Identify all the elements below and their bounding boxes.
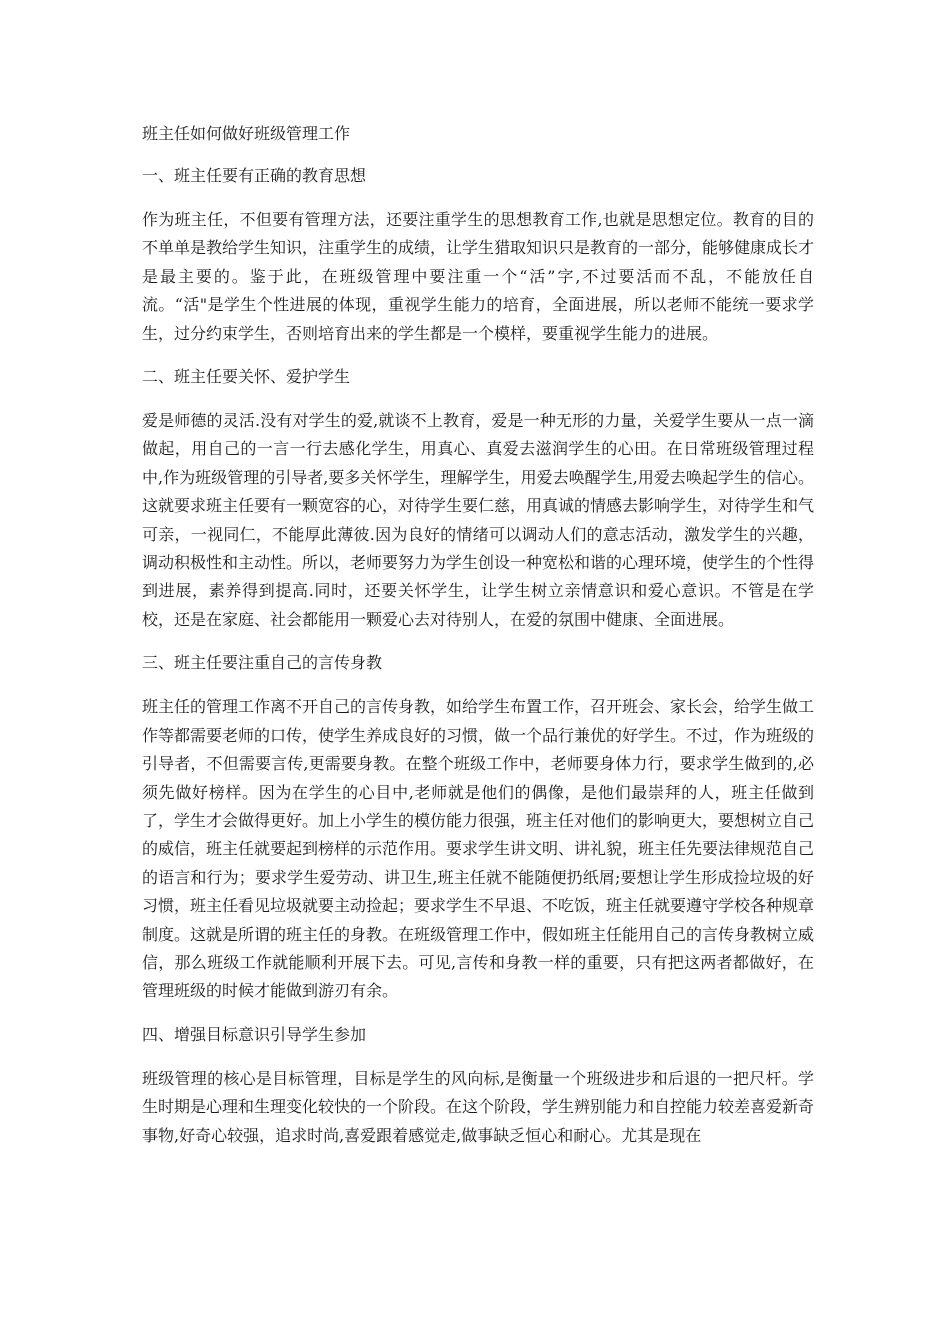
document-body	[142, 120, 814, 1150]
section-heading-2: 二、班主任要关怀、爱护学生	[142, 367, 351, 387]
section-heading-3: 三、班主任要注重自己的言传身教	[142, 653, 383, 673]
section-paragraph-4: 班级管理的核心是目标管理，目标是学生的风向标,是衡量一个班级进步和后退的一把尺杆。学生时期是心理和生理变化较快的一个阶段。在这个阶段，学生辨别能力和自控能力较差喜爱新奇事物,好奇心较强，追求时尚,喜爱跟着感觉走,做事缺乏恒心和耐心。尤其是现在	[142, 1068, 815, 1145]
document-title: 班主任如何做好班级管理工作	[142, 124, 351, 143]
spacer	[142, 148, 814, 162]
spacer	[142, 1049, 814, 1065]
section-paragraph-1: 作为班主任，不但要有管理方法，还要注重学生的思想教育工作,也就是思想定位。教育的目的不单单是教给学生知识，注重学生的成绩，让学生猎取知识只是教育的一部分，能够健康成长才是最主要的。鉴于此，在班级管理中要注重一个“活”字,不过要活而不乱，不能放任自流。“活"是学生个性进展的体现，重视学生能力的培育，全面进展，所以老师不能统一要求学生，过分约束学生，否则培育出来的学生都是一个模样，要重视学生能力的进展。	[142, 210, 815, 343]
section-heading-4: 四、增强目标意识引导学生参加	[142, 1024, 367, 1044]
spacer	[142, 348, 814, 363]
spacer	[142, 634, 814, 649]
spacer	[142, 1006, 814, 1021]
section-paragraph-3: 班主任的管理工作离不开自己的言传身教，如给学生布置工作，召开班会、家长会，给学生做工作等都需要老师的口传，使学生养成良好的习惯，做一个品行兼优的好学生。不过，作为班级的引导者，不但需要言传,更需要身教。在整个班级工作中，老师要身体力行，要求学生做到的,必须先做好榜样。因为在学生的心目中,老师就是他们的偶像，是他们最崇拜的人，班主任做到了，学生才会做得更好。加上小学生的模仿能力很强，班主任对他们的影响更大，要想树立自己的威信，班主任就要起到榜样的示范作用。要求学生讲文明、讲礼貌，班主任先要法律规范自己的语言和行为；要求学生爱劳动、讲卫生,班主任就不能随便扔纸屑;要想让学生形成捡垃圾的好习惯，班主任看见垃圾就要主动捡起；要求学生不早退、不吃饭，班主任就要遵守学校各种规章制度。这就是所谓的班主任的身教。在班级管理工作中，假如班主任能用自己的言传身教树立威信，那么班级工作就能顺利开展下去。可见,言传和身教一样的重要，只有把这两者都做好，在管理班级的时候才能做到游刃有余。	[142, 697, 815, 1001]
spacer	[142, 391, 814, 407]
spacer	[142, 190, 814, 206]
spacer	[142, 677, 814, 693]
section-paragraph-2: 爱是师德的灵活.没有对学生的爱,就谈不上教育，爱是一种无形的力量，关爱学生要从一点一滴做起，用自己的一言一行去感化学生，用真心、真爱去滋润学生的心田。在日常班级管理过程中,作为班级管理的引导者,要多关怀学生，理解学生，用爱去唤醒学生,用爱去唤起学生的信心。这就要求班主任要有一颗宽容的心，对待学生要仁慈，用真诚的情感去影响学生，对待学生和气可亲，一视同仁，不能厚此薄彼.因为良好的情绪可以调动人们的意志活动，激发学生的兴趣，调动积极性和主动性。所以，老师要努力为学生创设一种宽松和谐的心理环境，使学生的个性得到进展，素养得到提高.同时，还要关怀学生，让学生树立亲情意识和爱心意识。不管是在学校，还是在家庭、社会都能用一颗爱心去对待别人，在爱的氛围中健康、全面进展。	[142, 411, 815, 629]
section-heading-1: 一、班主任要有正确的教育思想	[142, 166, 367, 185]
